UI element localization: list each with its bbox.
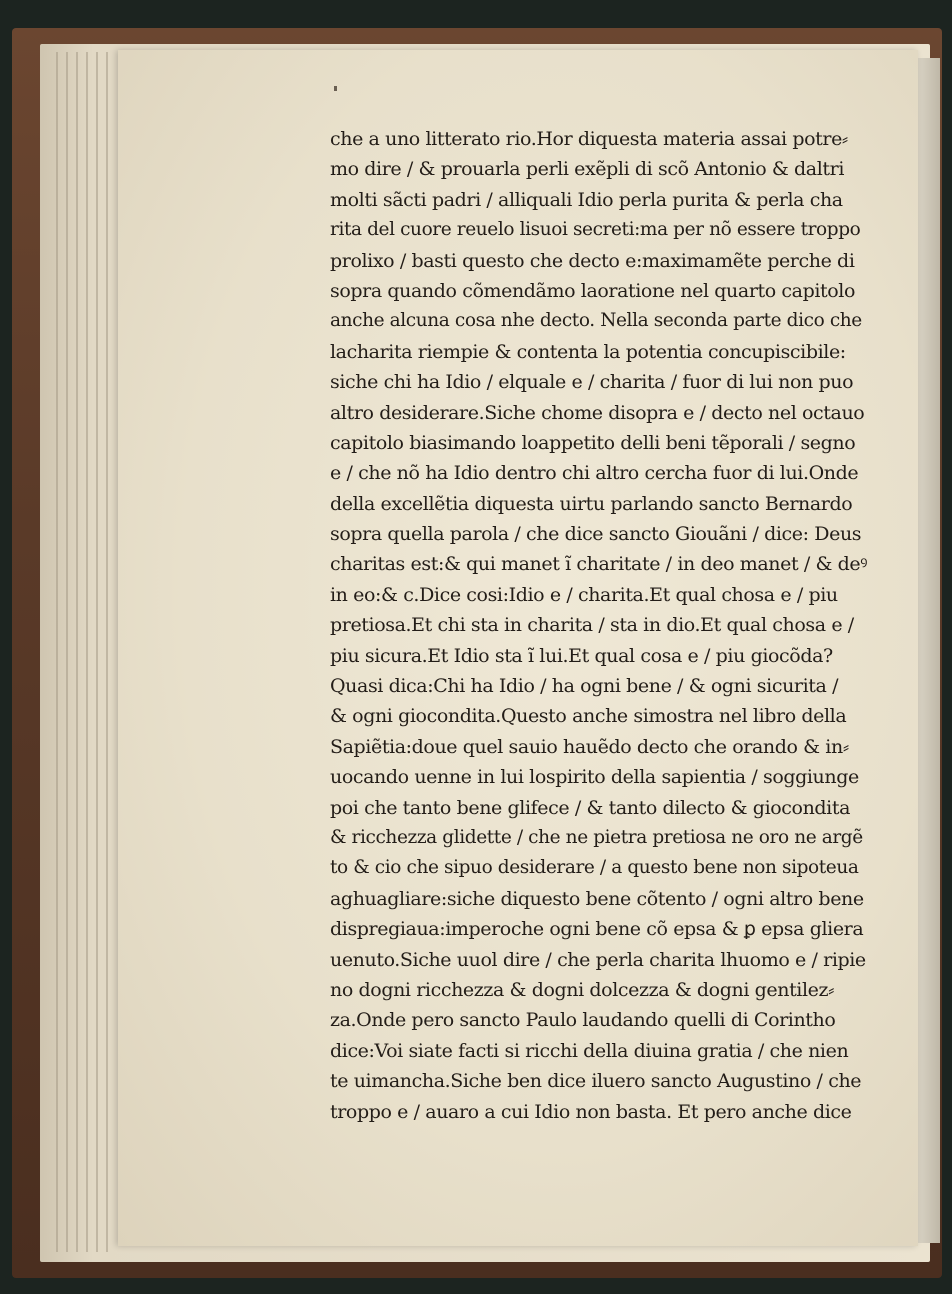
text-line: Quasi dica:Chi ha Idio / ha ogni bene / & ogni sicurita /: [330, 675, 839, 698]
text-line: & ricchezza glidette / che ne pietra pretiosa ne oro ne argẽ: [330, 826, 863, 848]
text-line: capitolo biasimando loappetito delli beni tẽporali / segno: [330, 431, 856, 454]
text-line: altro desiderare.Siche chome disopra e / decto nel octauo: [330, 401, 865, 424]
text-line: rita del cuore reuelo lisuoi secreti:ma per nõ essere troppo: [330, 219, 861, 241]
text-line: Sapiẽtia:doue quel sauio hauẽdo decto che orando & in⸗: [330, 735, 849, 758]
text-line: anche alcuna cosa nhe decto. Nella seconda parte dico che: [330, 310, 862, 332]
text-line: che a uno litterato rio.Hor diquesta materia assai potre⸗: [330, 128, 848, 150]
text-line: troppo e / auaro a cui Idio non basta. Et pero anche dice: [330, 1100, 852, 1123]
text-line: charitas est:& qui manet ĩ charitate / in deo manet / & deꝰ: [330, 553, 868, 576]
text-line: za.Onde pero sancto Paulo laudando quelli di Corintho: [330, 1009, 836, 1032]
page-edge: [86, 52, 88, 1252]
text-line: uenuto.Siche uuol dire / che perla charita lhuomo e / ripie: [330, 948, 866, 971]
text-line: piu sicura.Et Idio sta ĩ lui.Et qual cosa e / piu giocõda?: [330, 644, 833, 667]
text-block: [330, 124, 870, 1127]
page-edge: [106, 52, 108, 1252]
text-line: prolixo / basti questo che decto e:maximamẽte perche di: [330, 249, 855, 272]
text-line: dice:Voi siate facti si ricchi della diuina gratia / che nien: [330, 1039, 849, 1062]
text-line: sopra quando cõmendãmo laoratione nel quarto capitolo: [330, 279, 856, 302]
text-line: aghuagliare:siche diquesto bene cõtento / ogni altro bene: [330, 887, 864, 910]
text-line: poi che tanto bene glifece / & tanto dilecto & giocondita: [330, 796, 851, 819]
page-edge: [76, 52, 78, 1252]
text-line: e / che nõ ha Idio dentro chi altro cercha fuor di lui.Onde: [330, 462, 859, 485]
page-edge: [56, 52, 58, 1252]
text-line: siche chi ha Idio / elquale e / charita / fuor di lui non puo: [330, 371, 854, 394]
facing-page-edge: [918, 58, 940, 1243]
text-line: no dogni ricchezza & dogni dolcezza & dogni gentilez⸗: [330, 978, 835, 1001]
text-line: pretiosa.Et chi sta in charita / sta in dio.Et qual chosa e /: [330, 614, 854, 637]
page-mark: [334, 86, 337, 91]
text-line: te uimancha.Siche ben dice iluero sancto Augustino / che: [330, 1070, 862, 1093]
text-line: sopra quella parola / che dice sancto Giouãni / dice: Deus: [330, 523, 862, 546]
text-line: della excellẽtia diquesta uirtu parlando sancto Bernardo: [330, 492, 853, 515]
text-line: & ogni giocondita.Questo anche simostra nel libro della: [330, 705, 847, 728]
text-line: in eo:& c.Dice cosi:Idio e / charita.Et qual chosa e / piu: [330, 583, 838, 606]
text-line: dispregiaua:imperoche ogni bene cõ epsa & ꝑ epsa gliera: [330, 918, 864, 941]
text-line: molti sãcti padri / alliquali Idio perla purita & perla cha: [330, 188, 843, 211]
text-line: lacharita riempie & contenta la potentia concupiscibile:: [330, 340, 846, 363]
text-line: uocando uenne in lui lospirito della sapientia / soggiunge: [330, 766, 859, 789]
text-line: to & cio che sipuo desiderare / a questo bene non sipoteua: [330, 857, 859, 879]
text-line: mo dire / & prouarla perli exẽpli di scõ Antonio & daltri: [330, 158, 844, 181]
page-edge: [66, 52, 68, 1252]
page-edge: [96, 52, 98, 1252]
